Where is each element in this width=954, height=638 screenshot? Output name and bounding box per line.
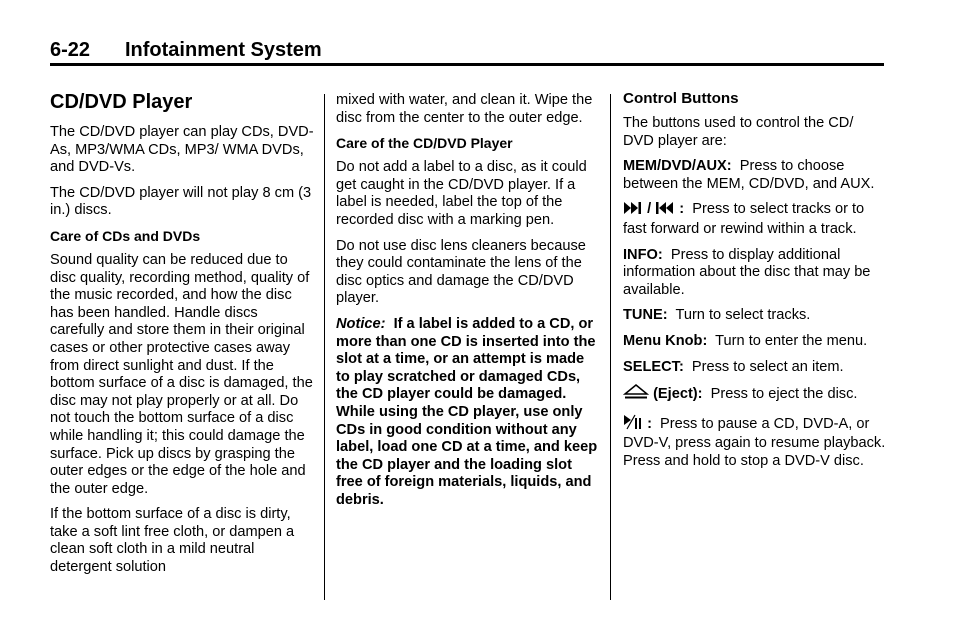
- disc-size-paragraph: The CD/DVD player will not play 8 cm (3 in.) discs.: [50, 184, 312, 219]
- control-label: SELECT:: [623, 358, 684, 375]
- previous-track-icon: [655, 201, 675, 221]
- control-label: INFO:: [623, 246, 663, 263]
- control-text: Press to pause a CD, DVD-A, or DVD-V, press again to resume playback. Press and hold to stop a DVD-V disc.: [623, 415, 886, 469]
- control-item-track: [623, 201, 887, 238]
- play-pause-icon: [623, 414, 643, 436]
- control-text: Press to select an item.: [691, 358, 844, 375]
- track-separator: /: [647, 201, 652, 218]
- control-item-select: [623, 359, 887, 377]
- page-number: 6-22: [50, 39, 91, 61]
- control-label: TUNE:: [623, 307, 668, 324]
- notice-paragraph: [336, 316, 600, 510]
- column-divider-1: [324, 94, 325, 600]
- dirty-disc-paragraph: If the bottom surface of a disc is dirty, take a soft lint free cloth, or dampen a clean soft cloth in a mild neutral detergent solution: [50, 506, 295, 576]
- page-title: CD/DVD Player: [50, 91, 193, 113]
- notice-text: If a label is added to a CD, or more than one CD is inserted into the slot at a time, or an attempt is made to play scratched or damaged CDs, the CD player could be damaged. While using the CD player, use only CDs in good condition without any label, load one CD at a time, and keep the CD player and the loading slot free of foreign materials, liquids, and debris.: [336, 315, 598, 508]
- control-item-mem: [623, 158, 887, 193]
- control-item-play-pause: [623, 414, 887, 471]
- control-buttons-heading: Control Buttons: [623, 90, 739, 107]
- control-label: Menu Knob:: [623, 332, 708, 349]
- next-track-icon: [623, 201, 643, 221]
- control-text: Press to eject the disc.: [710, 386, 858, 403]
- control-text: Press to select tracks or to fast forward or rewind within a track.: [623, 201, 865, 237]
- control-item-tune: [623, 307, 887, 325]
- cleaner-paragraph: Do not use disc lens cleaners because they could contaminate the lens of the disc optics and damage the CD/DVD player.: [336, 237, 586, 307]
- control-label: :: [679, 201, 685, 218]
- control-text: Turn to select tracks.: [675, 307, 811, 324]
- control-label: :: [647, 415, 652, 432]
- control-text: Press to choose between the MEM, CD/DVD, and AUX.: [623, 158, 875, 192]
- column-2: [336, 92, 600, 517]
- control-label: (Eject):: [653, 386, 703, 403]
- control-text: Press to display additional information about the disc that may be available.: [623, 246, 871, 298]
- page-header: [50, 38, 884, 62]
- eject-icon: [623, 384, 649, 406]
- control-item-menu-knob: [623, 333, 887, 351]
- player-care-heading: Care of the CD/DVD Player: [336, 135, 513, 152]
- section-title: Infotainment System: [125, 39, 322, 61]
- column-3: [623, 90, 887, 479]
- notice-label: Notice:: [336, 315, 386, 332]
- controls-intro: The buttons used to control the CD/ DVD player are:: [623, 115, 854, 149]
- column-divider-2: [610, 94, 611, 600]
- label-paragraph: Do not add a label to a disc, as it could get caught in the CD/DVD player. If a label is needed, label the top of the recorded disc with a marking pen.: [336, 159, 587, 228]
- control-item-eject: [623, 384, 887, 406]
- column-1: [50, 90, 314, 585]
- control-text: Turn to enter the menu.: [715, 332, 868, 349]
- continued-paragraph: mixed with water, and clean it. Wipe the disc from the center to the outer edge.: [336, 92, 593, 126]
- control-item-info: [623, 247, 887, 300]
- care-paragraph: Sound quality can be reduced due to disc quality, recording method, quality of the music recorded, and how the disc has been handled. Handle discs carefully and store them in their original cases or other protective cases away from direct sunlight and dust. If the bottom surface of a disc is damaged, the disc may not play properly or at all. Do not touch the bottom surface of a disc while handling it; this could damage the surface. Pick up discs by grasping the outer edges or the edge of the hole and the outer edge.: [50, 251, 313, 497]
- control-label: MEM/DVD/AUX:: [623, 158, 732, 175]
- intro-paragraph: The CD/DVD player can play CDs, DVD-As, MP3/WMA CDs, MP3/ WMA DVDs, and DVD-Vs.: [50, 124, 314, 176]
- care-heading: Care of CDs and DVDs: [50, 227, 201, 244]
- header-rule: [50, 63, 884, 66]
